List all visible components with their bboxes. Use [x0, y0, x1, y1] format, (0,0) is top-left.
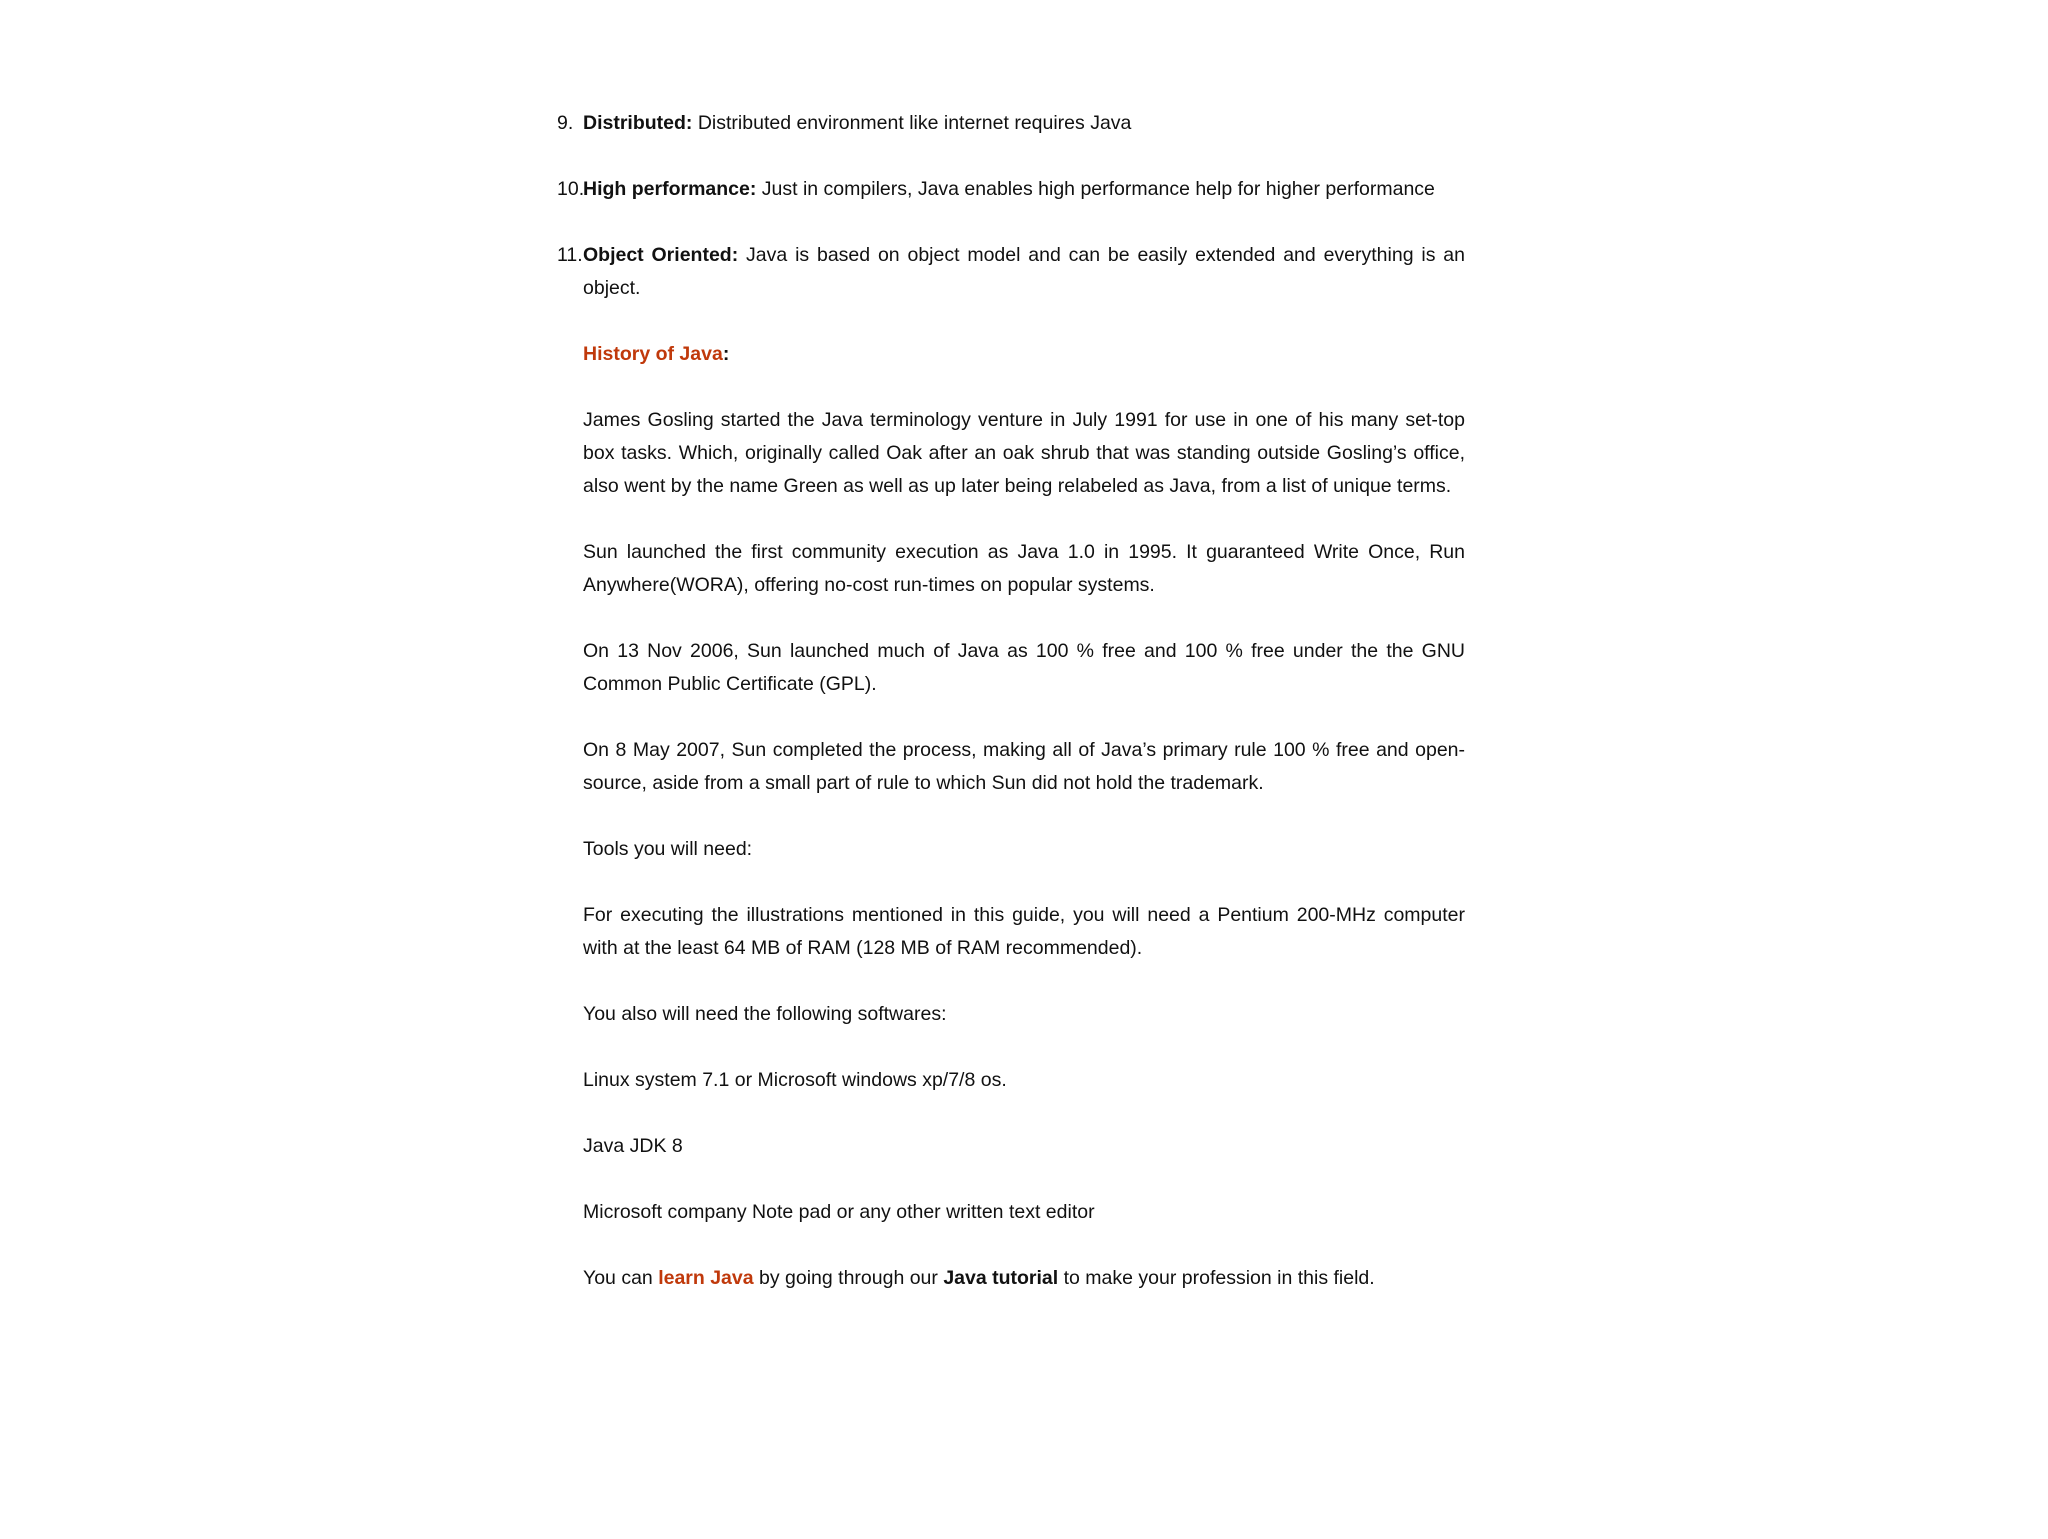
list-number: 9. [557, 112, 574, 134]
history-paragraph-gosling: James Gosling started the Java terminology venture in July 1991 for use in one of his many set-top box tasks. Which, originally called Oak after an oak shrub that was standing outside Gosling’s office, also went by the name Green as well as up later being relabeled as Java, from a list of unique terms. [583, 409, 1465, 497]
feature-item-high-performance [557, 173, 1465, 206]
closing-paragraph [583, 1262, 1465, 1295]
java-tutorial-text: Java tutorial [943, 1267, 1059, 1289]
software-editor: Microsoft company Note pad or any other written text editor [583, 1201, 1095, 1223]
history-paragraph-2007: On 8 May 2007, Sun completed the process, making all of Java’s primary rule 100 % free and open-source, aside from a small part of rule to which Sun did not hold the trademark. [583, 739, 1465, 794]
history-heading [583, 338, 1465, 371]
history-paragraph-launch: Sun launched the first community execution as Java 1.0 in 1995. It guaranteed Write Once, Run Anywhere(WORA), offering no-cost run-times on popular systems. [583, 541, 1465, 596]
history-paragraph-2006: On 13 Nov 2006, Sun launched much of Java as 100 % free and 100 % free under the the GNU Common Public Certificate (GPL). [583, 640, 1465, 695]
feature-item-object-oriented [557, 239, 1465, 305]
software-intro: You also will need the following softwares: [583, 1003, 947, 1025]
feature-description: Distributed environment like internet requires Java [692, 112, 1132, 134]
history-heading-link[interactable]: History of Java [583, 343, 723, 365]
feature-term: High performance: [583, 178, 757, 200]
feature-term: Object Oriented: [583, 244, 739, 266]
learn-java-link[interactable]: learn Java [658, 1267, 754, 1289]
list-number: 11. [557, 244, 583, 266]
tools-hardware-paragraph: For executing the illustrations mentioned in this guide, you will need a Pentium 200-MHz computer with at the least 64 MB of RAM (128 MB of RAM recommended). [583, 904, 1465, 959]
feature-description: Java is based on object model and can be easily extended and everything is an object. [583, 244, 1465, 299]
closing-middle: by going through our [753, 1267, 944, 1289]
feature-item-distributed [557, 107, 1465, 140]
feature-term: Distributed: [583, 112, 693, 134]
software-os: Linux system 7.1 or Microsoft windows xp/7/8 os. [583, 1069, 1007, 1091]
feature-description: Just in compilers, Java enables high performance help for higher performance [756, 178, 1435, 200]
tools-heading: Tools you will need: [583, 838, 753, 860]
closing-prefix: You can [583, 1267, 659, 1289]
document-body [557, 107, 1465, 1328]
closing-suffix: to make your profession in this field. [1058, 1267, 1375, 1289]
list-number: 10. [557, 178, 585, 200]
history-heading-colon: : [722, 343, 730, 365]
software-jdk: Java JDK 8 [583, 1135, 683, 1157]
